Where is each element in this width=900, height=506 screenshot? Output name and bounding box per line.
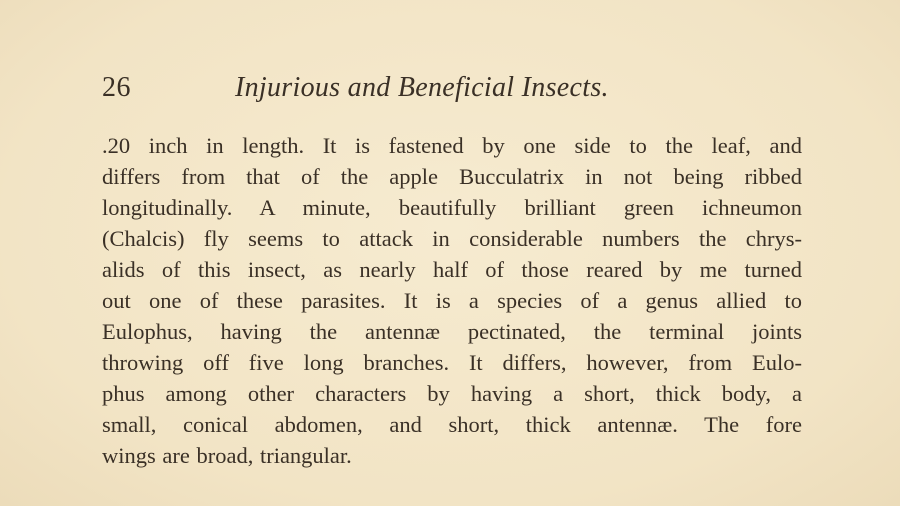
page-header: [100, 72, 800, 108]
running-title: Injurious and Beneficial Insects.: [235, 72, 609, 103]
page-number: 26: [102, 72, 131, 103]
text-line: small, conical abdomen, and short, thick antennæ. The fore: [102, 412, 802, 437]
text-line: (Chalcis) fly seems to attack in considerable numbers the chrys-: [102, 226, 802, 251]
text-line: differs from that of the apple Bucculatrix in not being ribbed: [102, 164, 802, 189]
text-line: Eulophus, having the antennæ pectinated, the terminal joints: [102, 319, 802, 344]
body-paragraph: [102, 130, 802, 471]
text-line: phus among other characters by having a short, thick body, a: [102, 381, 802, 406]
text-line: out one of these parasites. It is a species of a genus allied to: [102, 288, 802, 313]
text-line: .20 inch in length. It is fastened by one side to the leaf, and: [102, 133, 802, 158]
text-line: alids of this insect, as nearly half of those reared by me turned: [102, 257, 802, 282]
text-line: throwing off five long branches. It differs, however, from Eulo-: [102, 350, 802, 375]
text-line: wings are broad, triangular.: [102, 443, 352, 468]
text-line: longitudinally. A minute, beautifully brilliant green ichneumon: [102, 195, 802, 220]
